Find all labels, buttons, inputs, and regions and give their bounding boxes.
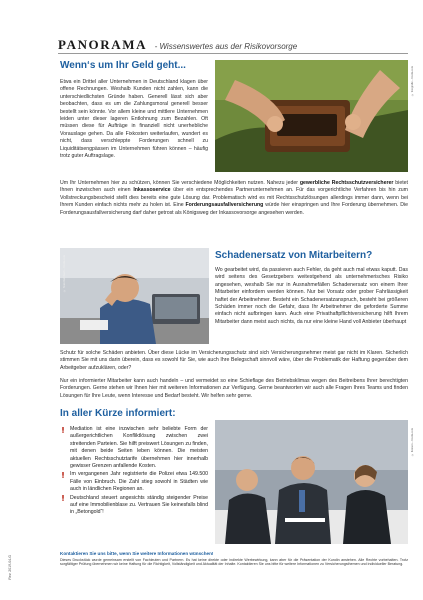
header-rule [58, 53, 408, 54]
section-title-damages: Schadenersatz von Mitarbeitern? [215, 250, 373, 261]
photo-credit-wallet: © fotografie – fotolia.com [411, 66, 414, 96]
photo-stressed-employee [60, 248, 209, 344]
exclamation-icon [60, 472, 66, 478]
photo-empty-wallet [215, 60, 408, 172]
tagline: - Wissenswertes aus der Risikovorsorge [154, 42, 298, 51]
masthead: PANORAMA [58, 37, 148, 52]
list-item: Deutschland steuert angesichts ständig steigender Preise auf eine Immobilienblase zu. Vertrauen Sie keinesfalls blind in „Betongold“! [60, 495, 208, 517]
fine-print: Dieses Druckstück wurde gemeinsam erstellt von Fachleuten und Partnern. Es hat keine direkte oder indirekte Werbewirkung, kann aber für die Präsentation der Kundin anstehen. Alle Rechte vorbehalten. Trotz sorgfältiger Prüfung übernehmen wir keine Haftung für die Richtigkeit, Vollständigkeit und Aktualität der Inhalte. Kontaktieren Sie uns bitte für weitere Informationen zu Versicherungsthemen und individueller Beratung. [60, 558, 408, 567]
brief-list [60, 426, 208, 518]
contact-line: Kontaktieren Sie uns bitte, wenn Sie weitere Informationen wünschen! [60, 551, 214, 556]
exclamation-icon [60, 427, 66, 433]
section-intro-money: Etwa ein Drittel aller Unternehmen in Deutschland klagen über offene Rechnungen. Weshalb Kunden nicht zahlen, kann die unterschiedlichsten Gründe haben. Generell lässt sich aber beobachten, dass es um die Zahlungsmoral generell besser bestellt sein könnte. Vor allem kleine und mittlere Unternehmen leiden unter dieser lageren Entlohnung zum Bezahlen. Oft müssen diese für Aufträge in finanziell nicht unerhebliche Vorauslage gehen. Da alle Fixkosten weiterlaufen, wundert es nicht, dass verschleppte Forderungen schnell zu Liquiditätsengpässen im Unternehmen führen können – häufig trotz guter Auftragslage. [60, 79, 208, 160]
page-header [58, 36, 398, 50]
section-title-money: Wenn‘s um Ihr Geld geht... [60, 60, 186, 71]
section-text-damages: Schutz für solche Schäden anbieten. Über diese Lücke im Versicherungsschutz sind sich Versicherungsnehmer meist gar nicht im Klaren. Sicherlich stimmen Sie mit uns darin überein, dass es sowohl für Sie, wie auch Ihre Belegschaft sinnvoll wäre, über die Problematik der Haftung gegenüber dem Arbeitgeber aufzuklären, oder? [60, 350, 408, 371]
photo-business-meeting [215, 420, 408, 544]
section-column-damages: Wo gearbeitet wird, da passieren auch Fehler, da geht auch mal etwas kaputt. Das wird seitens des Gesetzgebers weitestgehend als unternehmerisches Risiko angesehen, weshalb Sie nur in Ausnahmefällen Schadenersatz von einem Ihrer Mitarbeiter einfordern werden können. Nur bei Vorsatz oder grober Fahrlässigkeit haftet der Arbeitnehmer. Besteht ein Schadenersatzanspruch, besteht bei größeren Schäden immer noch die Gefahr, dass Ihr Arbeitnehmer die geforderte Summe einfach nicht aufbringen kann. Auch eine Privathaftpflichtversicherung hilft Ihrem Mitarbeiter dann meist auch nichts, da nur eine kleine Hand voll Anbieter überhaupt [215, 267, 408, 325]
section-title-brief: In aller Kürze informiert: [60, 408, 176, 419]
photo-credit-employee: © Sven Kernbach – fotolia.com [63, 255, 66, 292]
exclamation-icon [60, 495, 66, 501]
revision-label: Rev. 2019-04-G [8, 555, 12, 580]
photo-credit-meeting: © Kzenon – fotolia.com [411, 428, 414, 456]
list-item: Mediation ist eine inzwischen sehr beliebte Form der außergerichtlichen Konfliktlösung zwischen zwei streitenden Parteien. Sie hilft preiswert Lösungen zu finden, mit denen beide Seiten leben können. Die meisten aktuellen Rechtsschutztarife übernehmen hier innerhalb gewisser Grenzen anfallende Kosten. [60, 426, 208, 470]
section-body-money: Um Ihr Unternehmen hier zu schützen, können Sie verschiedene Möglichkeiten nutzen. Nahezu jeder gewerbliche Rechtsschutzversicherer bietet Ihnen inzwischen auch einen Inkassoservice über ein entsprechendes Partnerunternehmen an. Für das vorgerichtliche Verfahren bis hin zum Vollstreckungsbescheid stellt dies bereits eine gute Lösung dar. Problematisch wird es mit Rechtsschutzlösungen allerdings immer dann, wenn bei Ihrem Kunden einfach nichts mehr zu holen ist. Eine Forderungsausfallversicherung würde hier einspringen und Ihre Forderung übernehmen. Die Forderungsausfallversicherung darf daher getrost als Königsweg der Inkassovorsorge angesehen werden. [60, 180, 409, 216]
section-closing-damages: Nur ein informierter Mitarbeiter kann auch handeln – und vermeidet so eine Schieflage des Betriebsklimas wegen des Beitreibens Ihrer berechtigten Forderungen. Gerne stehen wir Ihnen hier mit weiteren Informationen zur Verfügung. Gerne beantworten wir auch alle Fragen Ihres Teams und finden Lösungen für Ihre Leute, wenn Interesse und Bedarf besteht. Wir helfen sehr gerne. [60, 378, 408, 399]
list-item: Im vergangenen Jahr registrierte die Polizei etwa 149.500 Fälle von Einbruch. Die Zahl stieg sowohl in Städten wie auch in ländlichen Regionen an. [60, 471, 208, 493]
